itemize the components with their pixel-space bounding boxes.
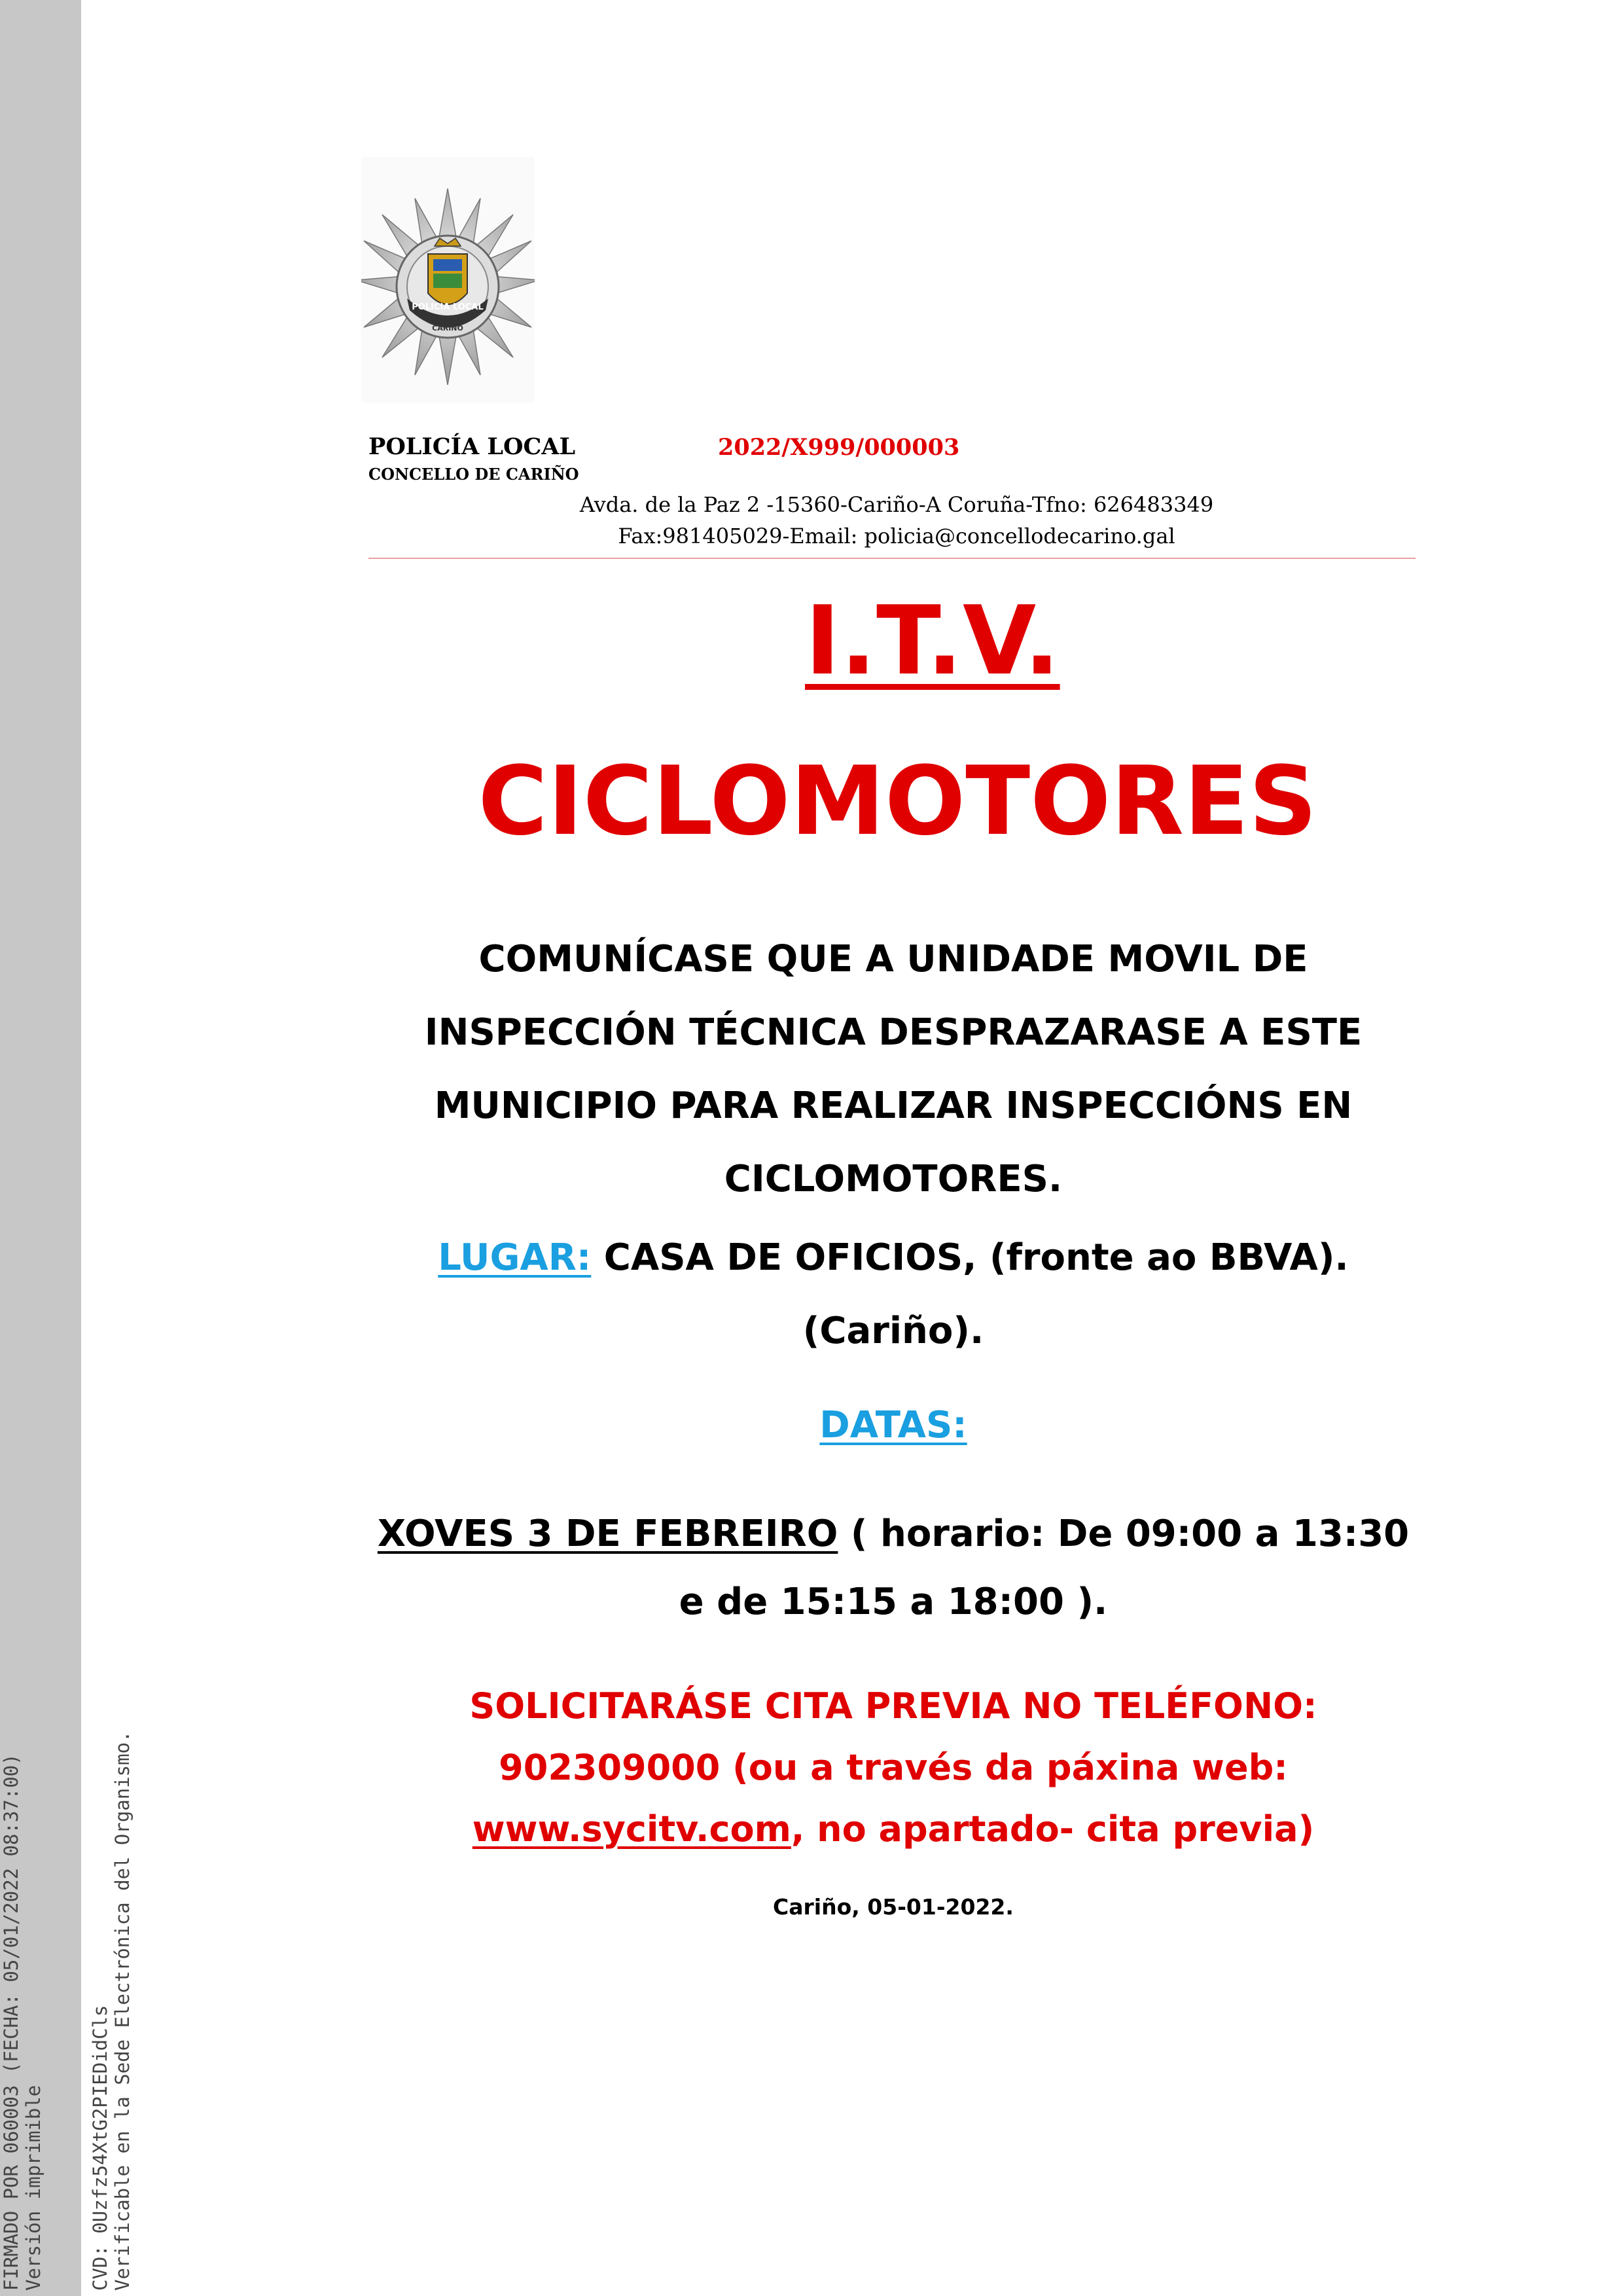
printable-version-label: Versión imprimible [22, 2085, 45, 2291]
verification-stamp [89, 1731, 134, 2291]
location-paragraph [366, 1221, 1420, 1368]
police-badge-logo [361, 157, 535, 403]
organization-block [368, 433, 579, 484]
notice-title-itv: I.T.V. [805, 586, 1060, 696]
svg-text:POLICIA LOCAL: POLICIA LOCAL [412, 302, 484, 312]
notice-body: COMUNÍCASE QUE A UNIDADE MOVIL DE INSPECCIÓN TÉCNICA DESPRAZARASE A ESTE MUNICIPIO PARA REALIZAR INSPECCIÓNS EN CICLOMOTORES. [424, 938, 1363, 1200]
date-paragraph [366, 1500, 1420, 1636]
cvd-code: CVD: 0Uzfz54XtG2PIEDidCls [89, 2005, 111, 2291]
svg-text:CARIÑO: CARIÑO [432, 324, 463, 332]
signed-date: Cariño, 05-01-2022. [773, 1894, 1014, 1920]
appointment-text: SOLICITARÁSE CITA PREVIA NO TELÉFONO: 902309000 (ou a través da páxina web: [469, 1685, 1317, 1788]
org-name: POLICÍA LOCAL [368, 433, 576, 460]
appointment-paragraph [366, 1676, 1420, 1860]
header-divider [368, 558, 1416, 559]
dates-label: DATAS: [819, 1404, 967, 1446]
signature-line: FIRMADO POR 060003 (FECHA: 05/01/2022 08:37:00) [0, 1753, 22, 2291]
schedule-text: ( horario: De 09:00 a 13:30 e de 15:15 a 18:00 ). [679, 1513, 1410, 1623]
date-label: XOVES 3 DE FEBREIRO [377, 1513, 838, 1555]
location-label: LUGAR: [438, 1236, 592, 1279]
reference-number: 2022/X999/000003 [718, 434, 960, 461]
verification-note: Verificable en la Sede Electrónica del Organismo. [111, 1731, 134, 2291]
signature-stamp [0, 1753, 45, 2291]
location-text: CASA DE OFICIOS, (fronte ao BBVA). (Cariño). [591, 1236, 1349, 1352]
notice-title-ciclomotores: CICLOMOTORES [478, 746, 1317, 857]
appointment-text-end: , no apartado- cita previa) [791, 1808, 1315, 1850]
address-line: Avda. de la Paz 2 -15360-Cariño-A Coruña-Tfno: 626483349 [579, 492, 1214, 517]
dates-heading [366, 1393, 1420, 1458]
org-subtitle: CONCELLO DE CARIÑO [368, 465, 579, 484]
contact-line: Fax:981405029-Email: policia@concellodecarino.gal [618, 524, 1175, 548]
website-link[interactable]: www.sycitv.com [472, 1808, 791, 1850]
